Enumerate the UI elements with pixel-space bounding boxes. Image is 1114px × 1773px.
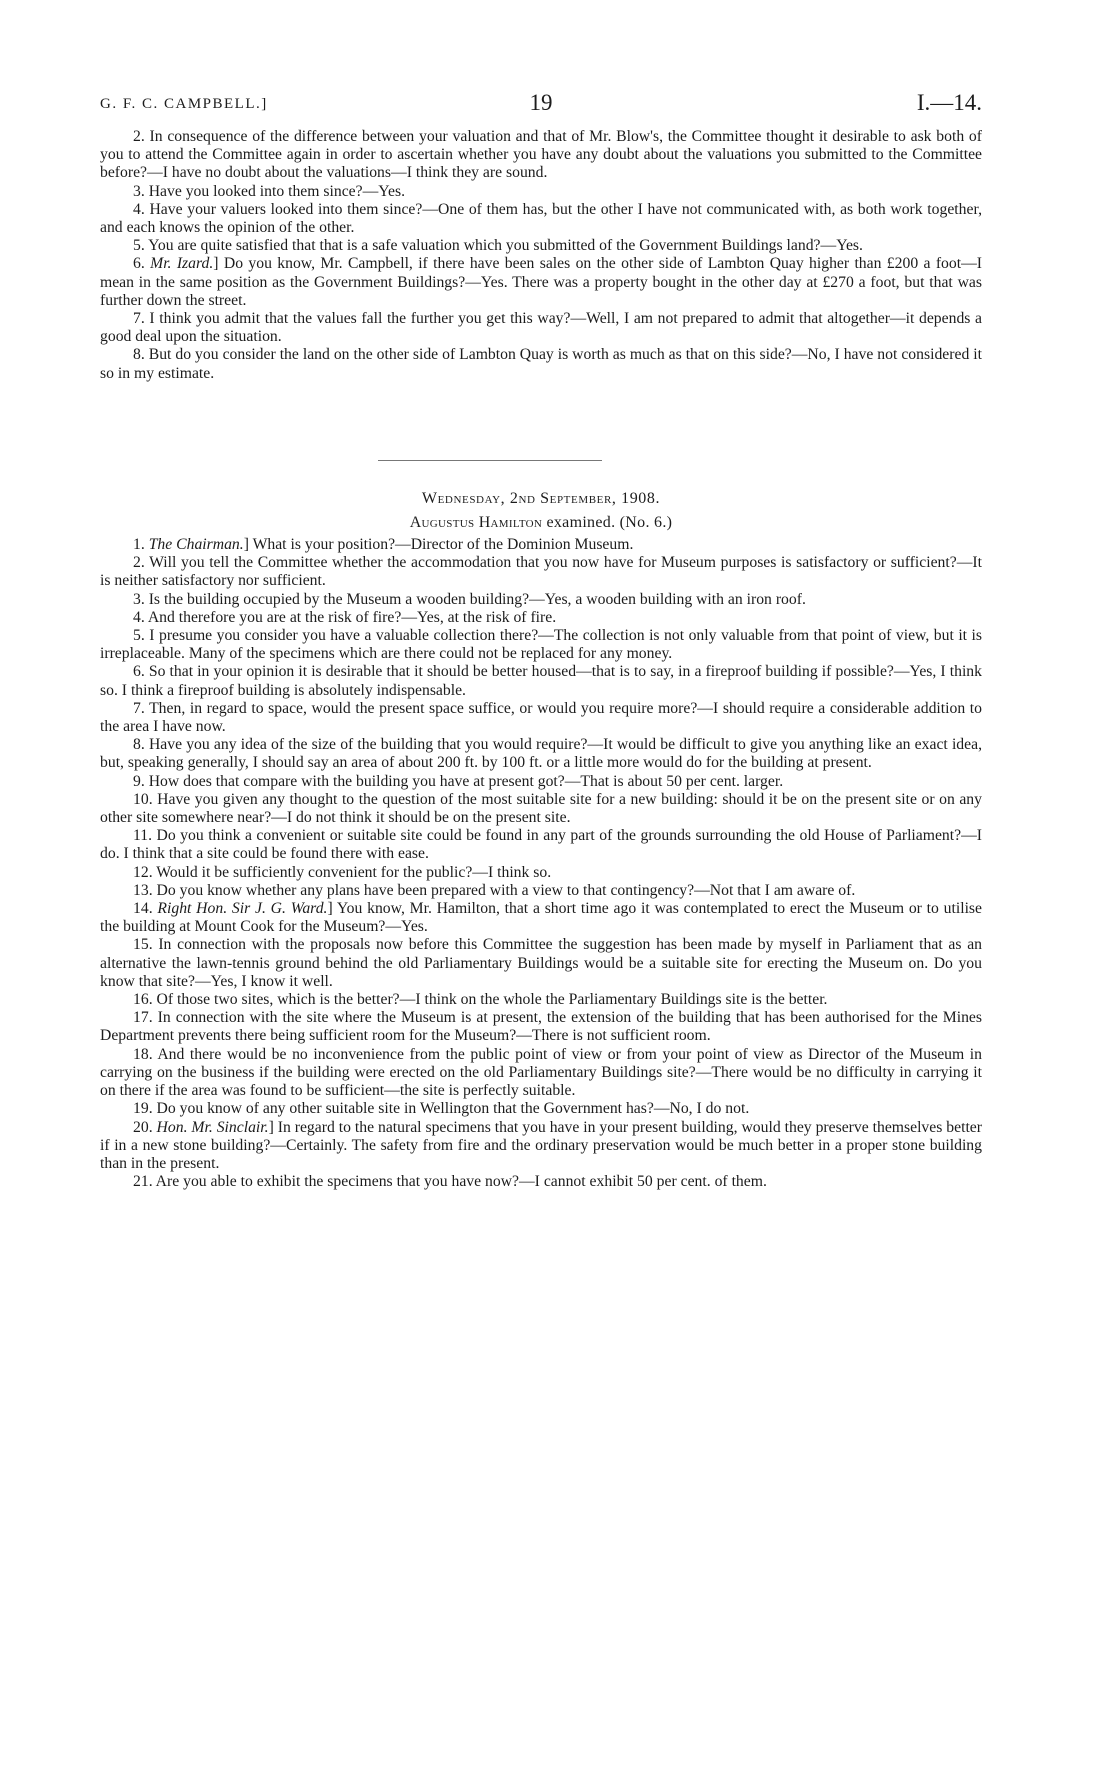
question-17: 17. In connection with the site where the Museum is at present, the extension of the building that has been authorised for the Mines Department prevents there being sufficient room for the Museum?—There is not sufficient room. xyxy=(100,1009,982,1045)
question-text: ] Do you know, Mr. Campbell, if there have been sales on the other side of Lambton Quay higher than £200 a foot—I mean in the same position as the Government Buildings?—Yes. There was a property bought in the other day at £270 a foot, but that was further down the street. xyxy=(100,255,983,309)
page-header xyxy=(100,92,982,122)
witness-name: Augustus Hamilton xyxy=(409,514,543,531)
question-10: 10. Have you given any thought to the question of the most suitable site for a new building: should it be on the present site or on any other site somewhere near?—I do not think it should be on the present site. xyxy=(100,790,982,827)
question-text: ] You know, Mr. Hamilton, that a short time ago it was contemplated to erect the Museum or to utilise the building at Mount Cook for the Museum?—Yes. xyxy=(100,900,983,936)
question-number: 20. xyxy=(133,1118,153,1136)
question-21: 21. Are you able to exhibit the specimens that you have now?—I cannot exhibit 50 per cent. of them. xyxy=(133,1173,767,1191)
question-7: 7. I think you admit that the values fall the further you get this way?—Well, I am not prepared to admit that altogether—it depends a good deal upon the situation. xyxy=(100,310,982,346)
witness-heading xyxy=(100,514,982,532)
question-number: 14. xyxy=(133,900,153,918)
question-6: 6. So that in your opinion it is desirable that it should be better housed—that is to say, in a fireproof building if possible?—Yes, I think so. I think a fireproof building is absolutely indispensable. xyxy=(100,663,982,699)
question-5: 5. I presume you consider you have a valuable collection there?—The collection is not only valuable from that point of view, but it is irreplaceable. Many of the specimens which are there could not be replaced for any money. xyxy=(100,627,982,663)
question-18: 18. And there would be no inconvenience from the public point of view or from your point of view as Director of the Museum in carrying on the business if the building were erected on the old Parliamentary Buildings site?—There would be no difficulty in carrying it on there if the area was found to be sufficient—the site is perfectly suitable. xyxy=(100,1045,982,1100)
question-number: 6. xyxy=(133,255,145,273)
witness-suffix: examined. (No. 6.) xyxy=(546,514,673,531)
question-20 xyxy=(100,1119,982,1174)
question-9: 9. How does that compare with the building you have at present got?—That is about 50 per cent. larger. xyxy=(133,772,784,790)
section-hamilton-evidence xyxy=(100,536,982,1191)
question-13: 13. Do you know whether any plans have been prepared with a view to that contingency?—Not that I am aware of. xyxy=(133,881,856,899)
question-11: 11. Do you think a convenient or suitable site could be found in any part of the grounds surrounding the old House of Parliament?—I do. I think that a site could be found there with ease. xyxy=(100,827,982,863)
question-4: 4. And therefore you are at the risk of fire?—Yes, at the risk of fire. xyxy=(133,608,557,626)
speaker-name: Hon. Mr. Sinclair. xyxy=(156,1118,269,1136)
question-7: 7. Then, in regard to space, would the present space suffice, or would you require more?—I should require a considerable addition to the area I have now. xyxy=(100,699,982,736)
question-15: 15. In connection with the proposals now before this Committee the suggestion has been made by myself in Parliament that as an alternative the lawn-tennis ground behind the old Parliamentary Buildings would be a suitable site for erecting the Museum on. Do you know that site?—Yes, I know it well. xyxy=(100,936,982,990)
question-19: 19. Do you know of any other suitable site in Wellington that the Government has?—No, I do not. xyxy=(133,1100,750,1118)
question-8: 8. But do you consider the land on the other side of Lambton Quay is worth as much as that on this side?—No, I have not considered it so in my estimate. xyxy=(100,346,982,382)
question-14 xyxy=(100,900,982,936)
question-1 xyxy=(100,536,982,554)
question-16: 16. Of those two sites, which is the better?—I think on the whole the Parliamentary Buildings site is the better. xyxy=(133,991,828,1009)
question-6 xyxy=(100,255,982,310)
question-number: 1. xyxy=(133,536,145,553)
question-3: 3. Have you looked into them since?—Yes. xyxy=(133,182,406,200)
question-3: 3. Is the building occupied by the Museum a wooden building?—Yes, a wooden building with an iron roof. xyxy=(133,590,806,608)
section-campbell-evidence xyxy=(100,128,982,383)
header-witness: G. F. C. CAMPBELL.] xyxy=(100,96,268,112)
question-2: 2. In consequence of the difference between your valuation and that of Mr. Blow's, the Committee thought it desirable to ask both of you to attend the Committee again in order to ascertain whether you have any doubt about the valuations you submitted to the Committee before?—I have no doubt about the valuations—I think they are sound. xyxy=(100,128,982,182)
speaker-name: Right Hon. Sir J. G. Ward. xyxy=(157,900,328,918)
question-text: ] In regard to the natural specimens that you have in your present building, would they preserve themselves better if in a new stone building?—Certainly. The safety from fire and the ordinary preservation would be much better in a proper stone building than in the present. xyxy=(100,1118,982,1172)
session-date: Wednesday, 2nd September, 1908. xyxy=(421,490,661,507)
question-text: ] What is your position?—Director of the Dominion Museum. xyxy=(243,536,634,553)
paper-reference: I.—14. xyxy=(916,90,982,115)
question-12: 12. Would it be sufficiently convenient for the public?—I think so. xyxy=(133,863,552,881)
section-divider xyxy=(378,460,602,461)
page-number: 19 xyxy=(529,90,553,115)
speaker-name: Mr. Izard. xyxy=(150,255,214,273)
question-8: 8. Have you any idea of the size of the building that you would require?—It would be difficult to give you anything like an exact idea, but, speaking generally, I should say an area of about 200 ft. by 100 ft. or a little more would do for the building at present. xyxy=(100,736,982,772)
question-5: 5. You are quite satisfied that that is a safe valuation which you submitted of the Government Buildings land?—Yes. xyxy=(133,237,863,255)
speaker-name: The Chairman. xyxy=(148,536,244,553)
question-2: 2. Will you tell the Committee whether the accommodation that you now have for Museum purposes is satisfactory or sufficient?—It is neither satisfactory nor sufficient. xyxy=(100,554,982,590)
question-4: 4. Have your valuers looked into them since?—One of them has, but the other I have not communicated with, as both work together, and each knows the opinion of the other. xyxy=(100,200,982,237)
